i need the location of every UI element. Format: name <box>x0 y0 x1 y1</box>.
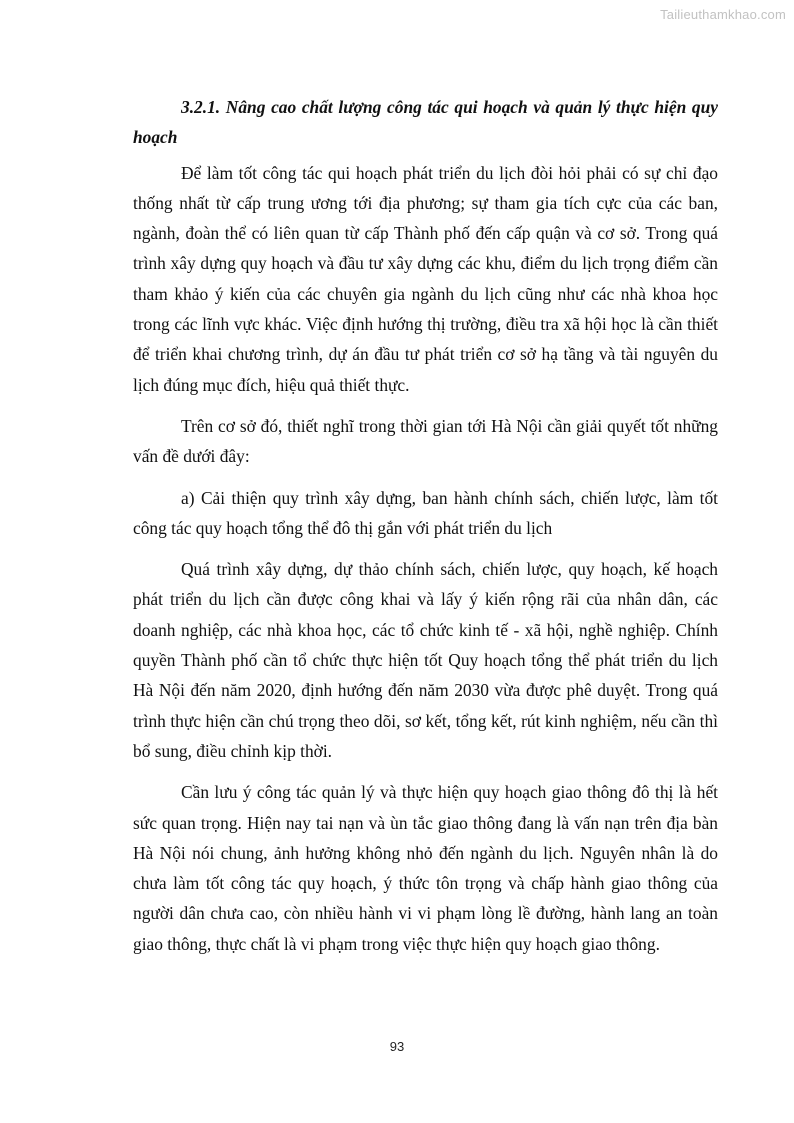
document-body <box>133 92 718 970</box>
paragraph: Trên cơ sở đó, thiết nghĩ trong thời gian tới Hà Nội cần giải quyết tốt những vấn đề dưới đây: <box>133 415 718 467</box>
paragraph-subheading: a) Cải thiện quy trình xây dựng, ban hành chính sách, chiến lược, làm tốt công tác quy hoạch tổng thể đô thị gắn với phát triển du lịch <box>133 487 718 538</box>
paragraph: Để làm tốt công tác qui hoạch phát triển du lịch đòi hỏi phải có sự chỉ đạo thống nhất từ cấp trung ương tới địa phương; sự tham gia tích cực của các ban, ngành, đoàn thể có liên quan từ cấp Thành phố đến cấp quận và cơ sở. Trong quá trình xây dựng quy hoạch và đầu tư xây dựng các khu, điểm du lịch trọng điểm cần tham khảo ý kiến của các chuyên gia ngành du lịch cũng như các nhà khoa học trong các lĩnh vực khác. Việc định hướng thị trường, điều tra xã hội học là cần thiết để triển khai chương trình, dự án đầu tư phát triển cơ sở hạ tầng và tài nguyên du lịch đúng mục đích, hiệu quả thiết thực. <box>133 162 718 395</box>
section-heading: 3.2.1. Nâng cao chất lượng công tác qui hoạch và quản lý thực hiện quy hoạch <box>133 97 718 148</box>
paragraph: Quá trình xây dựng, dự thảo chính sách, chiến lược, quy hoạch, kế hoạch phát triển du lịch cần được công khai và lấy ý kiến rộng rãi của nhân dân, các doanh nghiệp, các nhà khoa học, các tổ chức kinh tế - xã hội, nghề nghiệp. Chính quyền Thành phố cần tổ chức thực hiện tốt Quy hoạch tổng thể phát triển du lịch Hà Nội đến năm 2020, định hướng đến năm 2030 vừa được phê duyệt. Trong quá trình thực hiện cần chú trọng theo dõi, sơ kết, tổng kết, rút kinh nghiệm, nếu cần thì bổ sung, điều chỉnh kịp thời. <box>133 559 718 761</box>
paragraph: Cần lưu ý công tác quản lý và thực hiện quy hoạch giao thông đô thị là hết sức quan trọng. Hiện nay tai nạn và ùn tắc giao thông đang là vấn nạn trên địa bàn Hà Nội nói chung, ảnh hưởng không nhỏ đến ngành du lịch. Nguyên nhân là do chưa làm tốt công tác quy hoạch, ý thức tôn trọng và chấp hành giao thông của người dân chưa cao, còn nhiều hành vi vi phạm lòng lề đường, hành lang an toàn giao thông, thực chất là vi phạm trong việc thực hiện quy hoạch giao thông. <box>133 782 718 954</box>
page-number: 93 <box>389 1039 405 1054</box>
watermark: Tailieuthamkhao.com <box>660 7 786 22</box>
